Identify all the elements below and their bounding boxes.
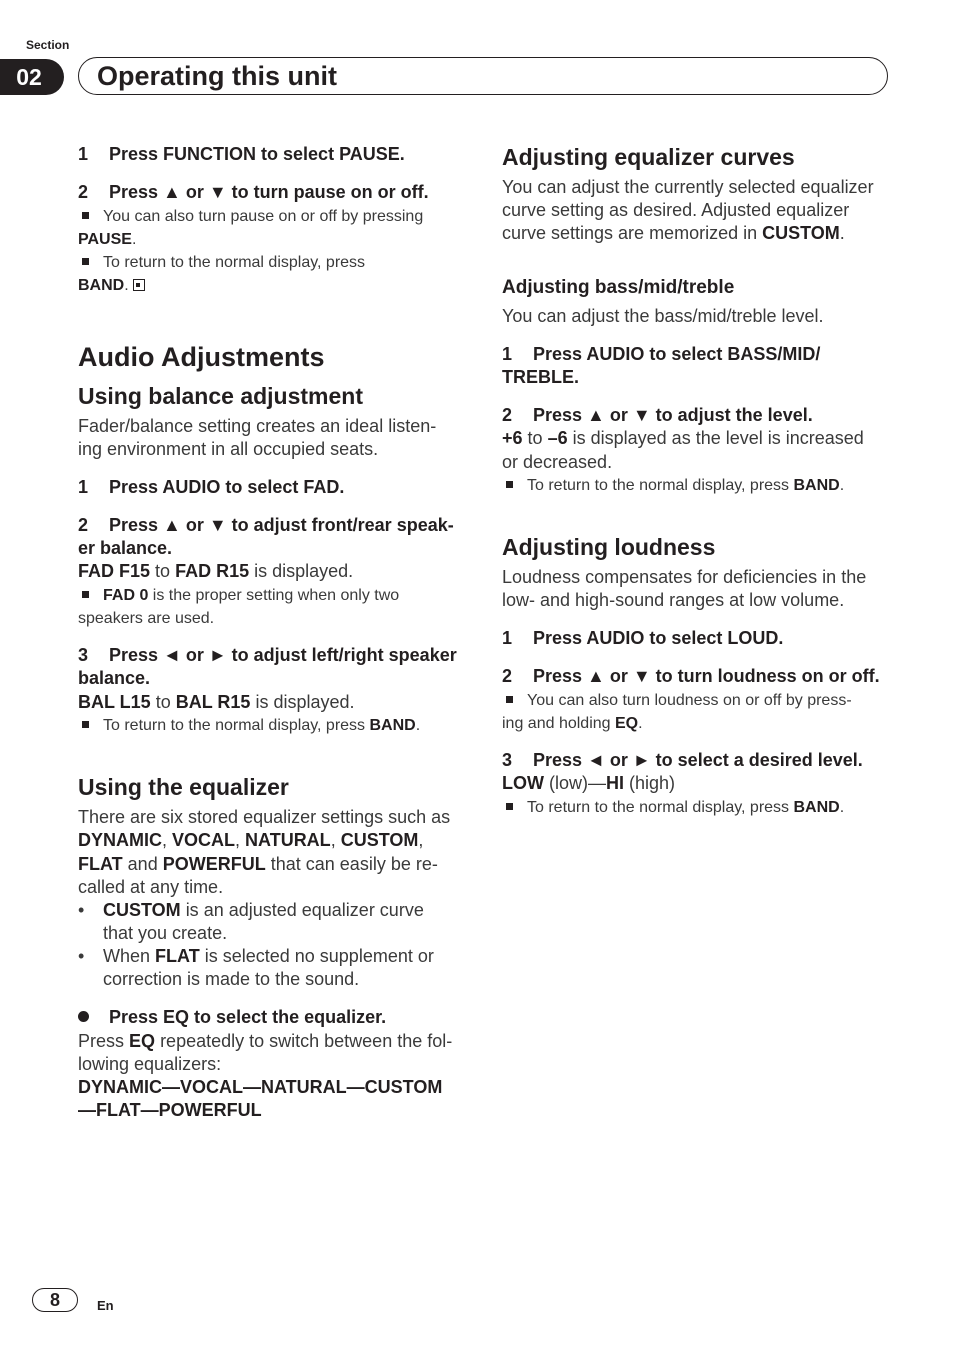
step-2-level: 2 Press ▲ or ▼ to adjust the level.	[502, 405, 813, 425]
audio-adjustments-heading: Audio Adjustments	[78, 342, 325, 372]
note-loud-hold: You can also turn loudness on or off by press-	[502, 689, 852, 712]
note-bullet-icon	[506, 803, 513, 810]
language-label: En	[97, 1298, 114, 1313]
eq-body-1: There are six stored equalizer settings such as	[78, 807, 451, 827]
equalizer-heading: Using the equalizer	[78, 774, 289, 800]
note-bullet-icon	[82, 721, 89, 728]
eq-press-text-cont: lowing equalizers:	[78, 1054, 222, 1074]
eq-bullet-flat-cont: correction is made to the sound.	[103, 969, 360, 989]
loud-body-1: Loudness compensates for deficiencies in the	[502, 567, 867, 587]
step-2-fad: 2 Press ▲ or ▼ to adjust front/rear speak-	[78, 515, 454, 535]
eq-press-text: Press EQ repeatedly to switch between the fol-	[78, 1031, 453, 1051]
curves-body-3: curve settings are memorized in CUSTOM.	[502, 223, 845, 243]
step-2-pause: 2 Press ▲ or ▼ to turn pause on or off.	[78, 182, 429, 202]
eq-bullet-custom: • CUSTOM is an adjusted equalizer curve	[78, 900, 424, 920]
step-1-bmt: 1 Press AUDIO to select BASS/MID/	[502, 344, 821, 364]
step-eq-select: Press EQ to select the equalizer.	[78, 1006, 386, 1029]
section-number-badge: 02	[0, 59, 64, 95]
note-bullet-icon	[506, 696, 513, 703]
eq-body-3: FLAT and POWERFUL that can easily be re-	[78, 854, 438, 874]
loud-range: LOW (low)—HI (high)	[502, 773, 676, 793]
section-label: Section	[26, 38, 70, 52]
fad-range: FAD F15 to FAD R15 is displayed.	[78, 561, 354, 581]
step-1-bmt-cont: TREBLE.	[502, 367, 580, 387]
note-pause-cont: PAUSE.	[78, 231, 137, 248]
eq-bullet-custom-cont: that you create.	[103, 923, 228, 943]
step-bullet-icon	[78, 1011, 89, 1022]
eq-body-4: called at any time.	[78, 877, 224, 897]
curves-heading: Adjusting equalizer curves	[502, 144, 795, 170]
step-3-loud: 3 Press ◄ or ► to select a desired level.	[502, 750, 863, 770]
loud-body-2: low- and high-sound ranges at low volume.	[502, 590, 845, 610]
page-number: 8	[49, 1290, 60, 1310]
step-1-pause: 1 Press FUNCTION to select PAUSE.	[78, 144, 405, 164]
bass-mid-treble-heading: Adjusting bass/mid/treble	[502, 277, 735, 298]
note-bullet-icon	[82, 212, 89, 219]
note-return-cont: BAND.	[78, 274, 145, 297]
eq-bullet-flat: • When FLAT is selected no supplement or	[78, 946, 434, 966]
curves-body-1: You can adjust the currently selected equalizer	[502, 177, 874, 197]
level-range-cont: or decreased.	[502, 452, 613, 472]
note-return: To return to the normal display, press	[78, 251, 365, 274]
step-1-loud: 1 Press AUDIO to select LOUD.	[502, 628, 784, 648]
balance-heading: Using balance adjustment	[78, 383, 364, 409]
loudness-heading: Adjusting loudness	[502, 534, 716, 560]
note-fad0: FAD 0 is the proper setting when only two	[78, 584, 399, 607]
curves-body-2: curve setting as desired. Adjusted equalizer	[502, 200, 850, 220]
step-3-bal-cont: balance.	[78, 668, 151, 688]
bmt-body: You can adjust the bass/mid/treble level.	[502, 306, 824, 326]
step-3-bal: 3 Press ◄ or ► to adjust left/right speaker	[78, 645, 457, 665]
note-bullet-icon	[82, 258, 89, 265]
note-fad0-cont: speakers are used.	[78, 610, 215, 627]
step-2-loud: 2 Press ▲ or ▼ to turn loudness on or off.	[502, 666, 880, 686]
note-bal-return: To return to the normal display, press BAND.	[78, 714, 420, 737]
page-title: Operating this unit	[97, 61, 337, 91]
note-loud-hold-cont: ing and holding EQ.	[502, 715, 643, 732]
step-1-fad: 1 Press AUDIO to select FAD.	[78, 477, 345, 497]
note-level-return: To return to the normal display, press BAND.	[502, 474, 844, 497]
note-bullet-icon	[82, 591, 89, 598]
eq-sequence-2: —FLAT—POWERFUL	[78, 1100, 262, 1120]
step-2-fad-cont: er balance.	[78, 538, 173, 558]
bal-range: BAL L15 to BAL R15 is displayed.	[78, 692, 355, 712]
eq-body-2: DYNAMIC, VOCAL, NATURAL, CUSTOM,	[78, 830, 424, 850]
level-range: +6 to –6 is displayed as the level is increased	[502, 428, 864, 448]
eq-sequence-1: DYNAMIC—VOCAL—NATURAL—CUSTOM	[78, 1077, 443, 1097]
note-bullet-icon	[506, 481, 513, 488]
balance-body-2: ing environment in all occupied seats.	[78, 439, 379, 459]
end-mark-icon	[133, 279, 145, 291]
balance-body-1: Fader/balance setting creates an ideal listen-	[78, 416, 437, 436]
note-loud-return: To return to the normal display, press BAND.	[502, 796, 844, 819]
note-pause: You can also turn pause on or off by pressing	[78, 205, 423, 228]
